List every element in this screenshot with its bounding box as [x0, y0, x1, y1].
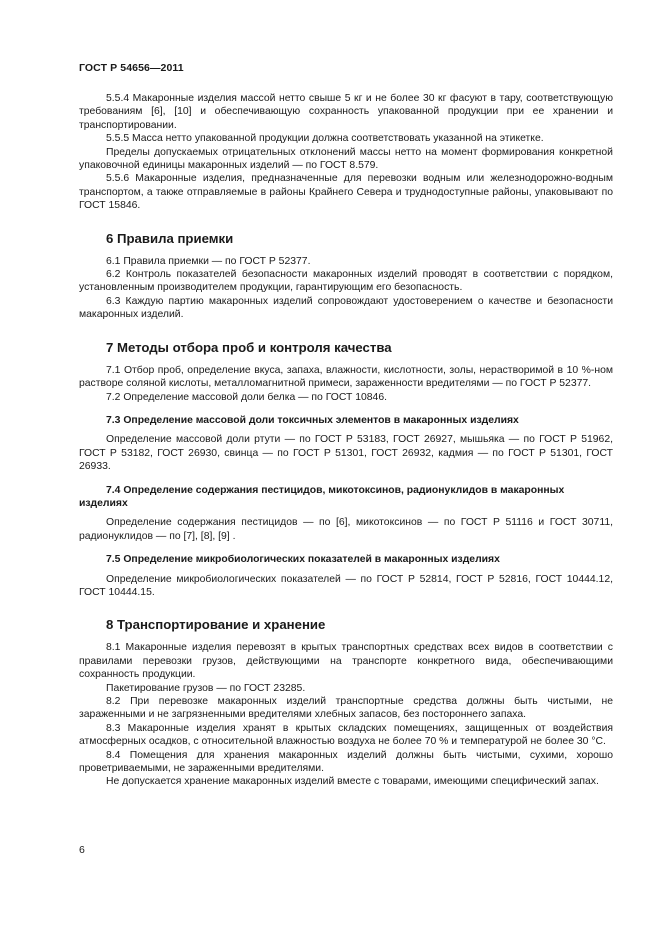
subsection-7-5-title: 7.5 Определение микробиологических показателей в макаронных изделиях — [106, 554, 500, 566]
document-body — [79, 92, 613, 789]
paragraph-6-1: 6.1 Правила приемки — по ГОСТ Р 52377. — [106, 255, 311, 267]
paragraph-5-5-5: 5.5.5 Масса нетто упакованной продукции должна соответствовать указанной на этикетке. — [106, 133, 544, 145]
paragraph-8-3: 8.3 Макаронные изделия хранят в крытых складских помещениях, защищенных от воздействия атмосферных осадков, с относительной влажностью воздуха не более 70 % и температурой не более 30 °С. — [79, 722, 613, 748]
paragraph-6-2: 6.2 Контроль показателей безопасности макаронных изделий проводят в соответствии с порядком, установленным производителем продукции, гарантирующим его безопасность. — [79, 269, 613, 294]
page-number: 6 — [79, 844, 85, 856]
subsection-7-3-title: 7.3 Определение массовой доли токсичных элементов в макаронных изделиях — [106, 414, 519, 426]
paragraph-8-1: 8.1 Макаронные изделия перевозят в крытых транспортных средствах всех видов в соответствии с правилами перевозки грузов, действующими на транспорте конкретного вида, обеспечивающими сохранность продукции. — [79, 642, 613, 681]
paragraph-5-5-6: 5.5.6 Макаронные изделия, предназначенные для перевозки водным или железнодорожно-водным транспортом, а также отправляемые в районы Крайнего Севера и труднодоступные районы, упаковывают по ГОСТ 15846. — [79, 173, 613, 212]
paragraph-8-4: 8.4 Помещения для хранения макаронных изделий должны быть чистыми, сухими, хорошо проветриваемыми, не зараженными вредителями. — [79, 749, 613, 775]
paragraph-5-5-5-tolerance: Пределы допускаемых отрицательных отклонений массы нетто на момент формирования конкретной упаковочной единицы макаронных изделий — по ГОСТ 8.579. — [79, 146, 613, 172]
paragraph-7-1: 7.1 Отбор проб, определение вкуса, запаха, влажности, кислотности, золы, нерастворимой в 10 %-ном растворе соляной кислоты, металломагнитной примеси, зараженности вредителями — по ГОСТ Р 52377. — [79, 364, 613, 390]
section-6-title: 6 Правила приемки — [106, 230, 234, 246]
doc-header: ГОСТ Р 54656—2011 — [79, 62, 184, 74]
paragraph-7-4: Определение содержания пестицидов — по [6], микотоксинов — по ГОСТ Р 51116 и ГОСТ 30711, радионуклидов — по [7], [8], [9] . — [79, 517, 613, 542]
paragraph-8-4-storage: Не допускается хранение макаронных изделий вместе с товарами, имеющими специфический запах. — [106, 776, 599, 788]
subsection-7-4-title: 7.4 Определение содержания пестицидов, микотоксинов, радионуклидов в макаронных изделиях — [79, 484, 565, 509]
section-8-title: 8 Транспортирование и хранение — [106, 617, 326, 633]
paragraph-8-1-packaging: Пакетирование грузов — по ГОСТ 23285. — [106, 682, 306, 694]
section-7-title: 7 Методы отбора проб и контроля качества — [106, 339, 392, 355]
paragraph-7-5: Определение микробиологических показателей — по ГОСТ Р 52814, ГОСТ Р 52816, ГОСТ 10444.12, ГОСТ 10444.15. — [79, 573, 613, 598]
paragraph-5-5-4: 5.5.4 Макаронные изделия массой нетто свыше 5 кг и не более 30 кг фасуют в тару, соответствующую требованиям [6], [10] и обеспечивающую сохранность упакованной продукции при ее хранении и транспортировании. — [79, 93, 613, 131]
paragraph-7-2: 7.2 Определение массовой доли белка — по ГОСТ 10846. — [106, 391, 388, 403]
paragraph-7-3: Определение массовой доли ртути — по ГОСТ Р 53183, ГОСТ 26927, мышьяка — по ГОСТ Р 51962, ГОСТ Р 53182, ГОСТ 26930, свинца — по ГОСТ Р 51301, ГОСТ 26932, кадмия — по ГОСТ Р 51301, ГОСТ 26933. — [79, 434, 613, 473]
paragraph-8-2: 8.2 При перевозке макаронных изделий транспортные средства должны быть чистыми, не зараженными и не загрязненными вредителями хлебных запасов, без постороннего запаха. — [79, 696, 613, 721]
paragraph-6-3: 6.3 Каждую партию макаронных изделий сопровождают удостоверением о качестве и безопасности макаронных изделий. — [79, 295, 613, 321]
